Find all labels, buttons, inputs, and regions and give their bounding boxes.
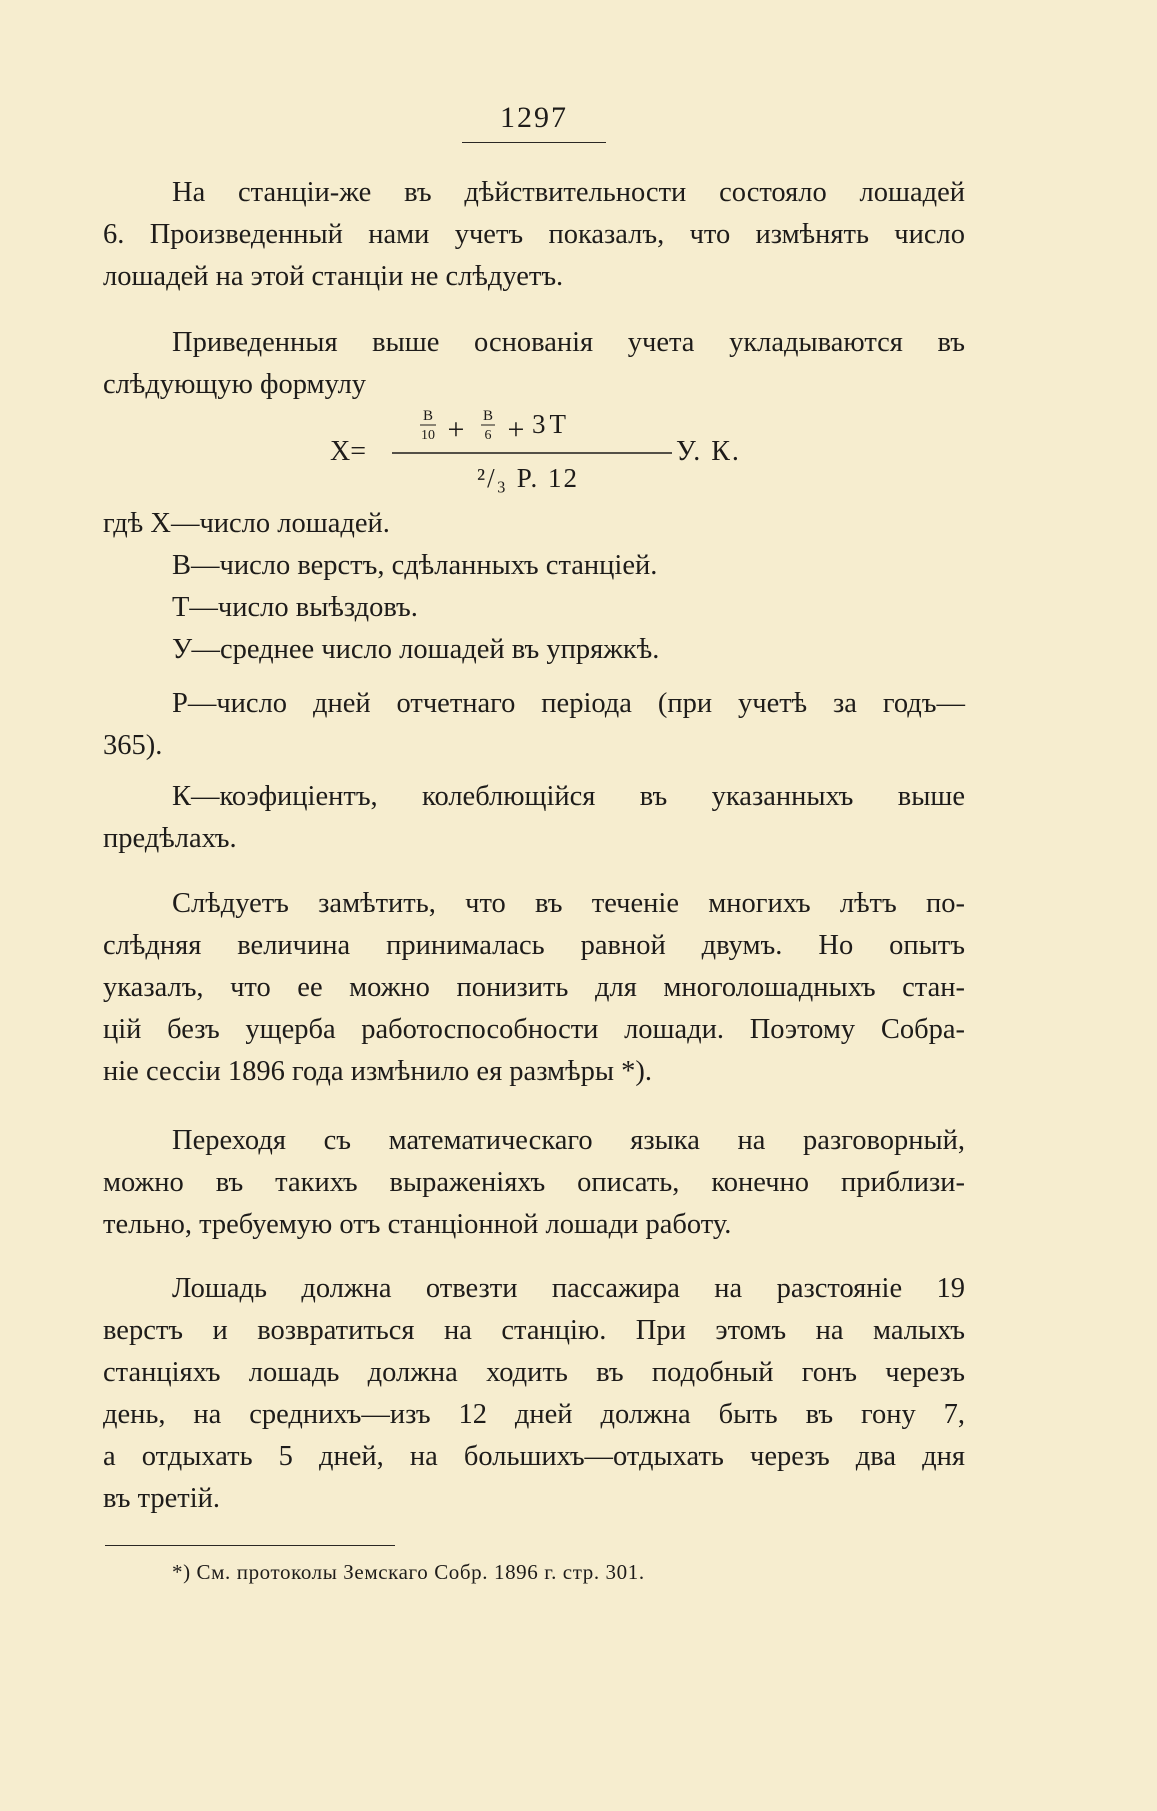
text-line: Слѣдуетъ замѣтить, что въ теченіе многихъ лѣтъ по- — [172, 888, 965, 919]
definition-k — [103, 776, 965, 860]
formula-b1: В — [422, 408, 434, 424]
formula-denominator: ²/₃ Р. 12 — [477, 463, 579, 493]
paragraph-stations — [103, 172, 965, 298]
formula-lhs: Х= — [330, 436, 367, 467]
definition-t: Т—число выѣздовъ. — [172, 592, 418, 623]
text-line: Переходя съ математическаго языка на разговорный, — [172, 1125, 965, 1156]
footnote: *) См. протоколы Земскаго Собр. 1896 г. стр. 301. — [172, 1560, 645, 1584]
text-line: предѣлахъ. — [103, 823, 237, 854]
text-line: указалъ, что ее можно понизить для многолошадныхъ стан- — [103, 972, 965, 1003]
formula-den-10: 10 — [421, 428, 435, 443]
text-line: ніе сессіи 1896 года измѣнило ея размѣры *). — [103, 1056, 652, 1087]
text-line: въ третій. — [103, 1483, 221, 1514]
formula-3t: 3Т — [532, 409, 570, 439]
text-line: Приведенныя выше основанія учета укладываются въ — [172, 327, 965, 358]
text-line: Лошадь должна отвезти пассажира на разстояніе 19 — [172, 1273, 965, 1304]
definition-x: гдѣ Х—число лошадей. — [103, 508, 390, 539]
paragraph-horse-work — [103, 1268, 965, 1520]
text-line: лошадей на этой станціи не слѣдуетъ. — [103, 261, 564, 292]
formula-plus: + — [447, 413, 465, 446]
page-number-rule — [462, 142, 606, 143]
paragraph-translation — [103, 1120, 965, 1246]
definition-b: В—число верстъ, сдѣланныхъ станціей. — [172, 550, 658, 581]
definitions — [103, 503, 965, 671]
text-line: а отдыхать 5 дней, на большихъ—отдыхать черезъ два дня — [103, 1441, 965, 1472]
text-line: станціяхъ лошадь должна ходить въ подобный гонъ черезъ — [103, 1357, 965, 1388]
formula — [330, 405, 760, 495]
text-line: цій безъ ущерба работоспособности лошади. Поэтому Собра- — [103, 1014, 965, 1045]
formula-plus: + — [507, 413, 525, 446]
formula-den-6: 6 — [484, 428, 492, 443]
text-line: слѣдняя величина принималась равной двумъ. Но опытъ — [103, 930, 965, 961]
text-line: слѣдующую формулу — [103, 369, 367, 400]
text-line: тельно, требуемую отъ станціонной лошади работу. — [103, 1209, 732, 1240]
footnote-rule — [105, 1545, 395, 1546]
text-line: Р—число дней отчетнаго періода (при учетѣ за годъ— — [172, 688, 965, 719]
text-line: К—коэфиціентъ, колеблющійся въ указанныхъ выше — [172, 781, 965, 812]
text-line: верстъ и возвратиться на станцію. При этомъ на малыхъ — [103, 1315, 965, 1346]
paragraph-coefficient — [103, 883, 965, 1093]
text-line: можно въ такихъ выраженіяхъ описать, конечно приблизи- — [103, 1167, 965, 1198]
text-line: день, на среднихъ—изъ 12 дней должна быть въ гону 7, — [103, 1399, 965, 1430]
definition-u: У—среднее число лошадей въ упряжкѣ. — [172, 634, 660, 665]
text-line: На станціи-же въ дѣйствительности состояло лошадей — [172, 177, 965, 208]
text-line: 6. Произведенный нами учетъ показалъ, что измѣнять число — [103, 219, 965, 250]
formula-rhs: У. К. — [676, 436, 741, 467]
definition-p — [103, 683, 965, 767]
page-number: 1297 — [500, 101, 568, 134]
paragraph-formula-intro — [103, 322, 965, 406]
text-line: 365). — [103, 730, 163, 761]
formula-b2: В — [482, 408, 494, 424]
